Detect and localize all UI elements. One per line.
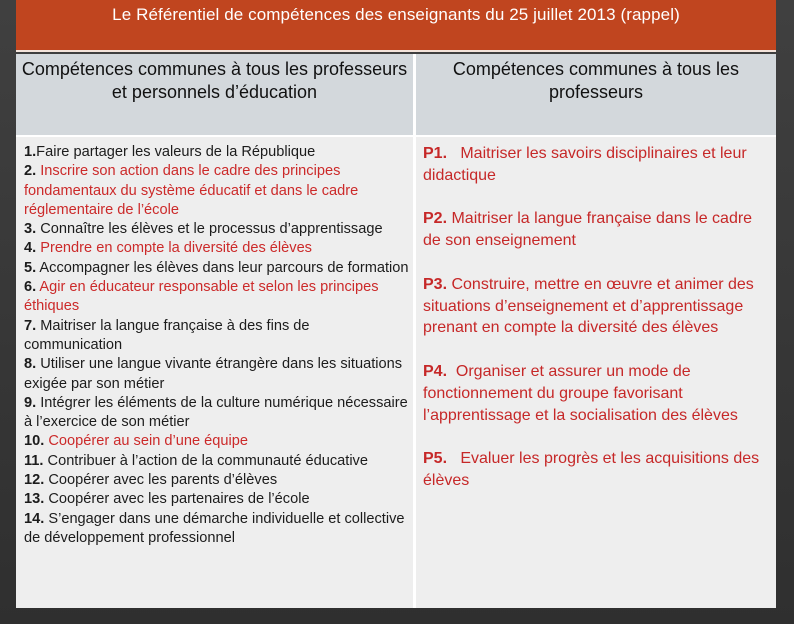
competence-item [24, 355, 410, 394]
competence-number: 10. [24, 433, 45, 450]
competence-number: 11. [24, 452, 44, 469]
teacher-competence-item [423, 143, 768, 187]
cell-common-teachers [416, 137, 776, 608]
competence-item [24, 278, 410, 317]
competence-text: Prendre en compte la diversité des élèves [36, 240, 312, 257]
teacher-competence-item [423, 361, 768, 426]
page-title: Le Référentiel de compétences des enseignants du 25 juillet 2013 (rappel) [112, 5, 680, 24]
competence-list-teachers [423, 143, 768, 492]
competence-item [24, 490, 410, 509]
competence-text: Utiliser une langue vivante étrangère dans les situations exigée par son métier [24, 356, 403, 392]
competence-number: 5. [24, 259, 37, 276]
competence-text: Intégrer les éléments de la culture numérique nécessaire à l’exercice de son métier [24, 394, 408, 431]
cell-common-all-staff [16, 137, 413, 608]
competence-number: 6. [24, 279, 37, 296]
teacher-competence-text: Evaluer les progrès et les acquisitions des élèves [423, 450, 764, 489]
competence-text: Coopérer au sein d’une équipe [44, 433, 248, 450]
competence-text: S’engager dans une démarche individuelle et collective de développement professionnel [24, 510, 405, 546]
header-common-teachers: Compétences communes à tous les professeurs [416, 54, 776, 135]
competence-number: 14. [24, 510, 45, 527]
competence-text: Coopérer avec les parents d’élèves [44, 472, 278, 489]
competence-text: Coopérer avec les partenaires de l’école [44, 491, 310, 508]
teacher-competence-code: P2. [423, 210, 448, 228]
teacher-competence-code: P4. [423, 362, 448, 380]
competence-text: Maitriser la langue française à des fins de communication [24, 317, 310, 353]
competence-number: 1. [24, 144, 37, 160]
competence-number: 12. [24, 472, 45, 489]
competence-text: Connaître les élèves et le processus d’apprentissage [36, 221, 383, 238]
competence-item [24, 162, 410, 220]
competence-text: Faire partager les valeurs de la République [36, 144, 316, 160]
header-common-all-staff: Compétences communes à tous les professeurs et personnels d’éducation [16, 54, 413, 135]
competence-item [24, 394, 410, 433]
competence-item [24, 510, 410, 549]
teacher-competence-text: Maitriser les savoirs disciplinaires et leur didactique [423, 145, 752, 184]
competence-number: 7. [24, 317, 37, 334]
teacher-competence-text: Construire, mettre en œuvre et animer des situations d’enseignement et d’apprentissage prenant en compte la diversité des élèves [423, 275, 759, 337]
competence-number: 13. [24, 491, 45, 508]
competence-text: Agir en éducateur responsable et selon les principes éthiques [24, 279, 379, 315]
competence-number: 3. [24, 221, 37, 238]
competence-text: Contribuer à l’action de la communauté éducative [43, 452, 368, 469]
teacher-competence-code: P1. [423, 145, 448, 162]
competence-number: 2. [24, 163, 37, 180]
competence-list-all-staff [24, 143, 410, 548]
teacher-competence-item [423, 208, 768, 252]
competence-item [24, 239, 410, 258]
teacher-competence-item [423, 448, 768, 492]
competence-item [24, 259, 410, 278]
competences-table [16, 54, 776, 608]
competence-item [24, 471, 410, 490]
competence-item [24, 432, 410, 451]
competence-item [24, 317, 410, 356]
competence-item [24, 143, 410, 162]
teacher-competence-code: P3. [423, 275, 448, 293]
teacher-competence-text: Organiser et assurer un mode de fonctionnement du groupe favorisant l’apprentissage et la socialisation des élèves [423, 362, 738, 424]
competence-text: Accompagner les élèves dans leur parcours de formation [36, 259, 409, 276]
teacher-competence-item [423, 274, 768, 339]
competence-item [24, 452, 410, 471]
competence-number: 8. [24, 356, 37, 373]
teacher-competence-text: Maitriser la langue française dans le cadre de son enseignement [423, 210, 757, 250]
teacher-competence-code: P5. [423, 450, 448, 468]
competence-text: Inscrire son action dans le cadre des principes fondamentaux du système éducatif et dans le cadre réglementaire de l’école [24, 163, 359, 218]
competence-number: 9. [24, 394, 37, 411]
title-bar [16, 0, 776, 52]
competence-number: 4. [24, 240, 37, 257]
competence-item [24, 220, 410, 239]
